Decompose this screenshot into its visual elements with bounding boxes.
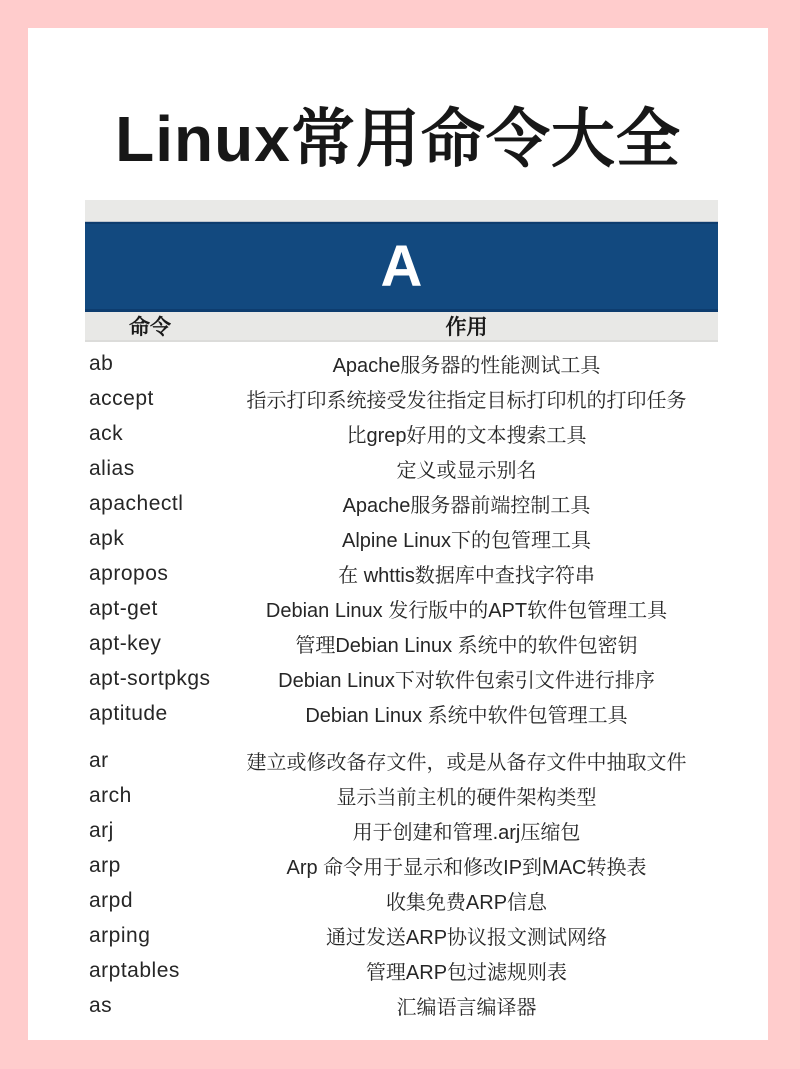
table-row (85, 346, 718, 381)
description-cell: Debian Linux 发行版中的APT软件包管理工具 (265, 600, 668, 622)
description-cell: 管理ARP包过滤规则表 (365, 962, 568, 984)
description-cell: Debian Linux下对软件包索引文件进行排序 (278, 670, 655, 692)
table-row (85, 848, 718, 883)
description-cell: Apache服务器前端控制工具 (342, 495, 591, 517)
command-cell: arpd (89, 888, 134, 912)
command-cell: apt-key (89, 631, 162, 655)
table-row (85, 626, 718, 661)
table-row (85, 883, 718, 918)
table-row (85, 381, 718, 416)
column-header-purpose: 作用 (445, 316, 488, 339)
table-row (85, 486, 718, 521)
command-cell: apachectl (89, 491, 184, 515)
description-cell: 定义或显示别名 (396, 460, 537, 482)
description-cell: 在 whttis数据库中查找字符串 (338, 565, 595, 587)
command-cell: accept (89, 386, 154, 410)
table-row (85, 591, 718, 626)
command-cell: ab (89, 351, 114, 375)
description-cell: Debian Linux 系统中软件包管理工具 (305, 705, 628, 727)
table-row (85, 813, 718, 848)
command-cell: aptitude (89, 701, 168, 725)
description-cell: 汇编语言编译器 (396, 997, 537, 1019)
description-cell: 比grep好用的文本搜索工具 (346, 425, 587, 447)
table-row (85, 451, 718, 486)
description-cell: Arp 命令用于显示和修改IP到MAC转换表 (286, 857, 647, 879)
table-row (85, 953, 718, 988)
description-cell: 显示当前主机的硬件架构类型 (336, 787, 597, 809)
description-cell: 指示打印系统接受发往指定目标打印机的打印任务 (246, 390, 687, 412)
content-card (28, 28, 768, 1040)
description-cell: Apache服务器的性能测试工具 (332, 355, 601, 377)
table-row (85, 988, 718, 1023)
table-header-row (85, 312, 718, 342)
command-cell: arptables (89, 958, 180, 982)
command-cell: as (89, 993, 113, 1017)
command-cell: apk (89, 526, 125, 550)
table-row (85, 661, 718, 696)
table-body (85, 342, 718, 1023)
description-cell: Alpine Linux下的包管理工具 (342, 530, 591, 552)
command-cell: apt-sortpkgs (89, 666, 211, 690)
table-row (85, 743, 718, 778)
section-letter: A (380, 233, 423, 299)
command-cell: arping (89, 923, 151, 947)
description-cell: 收集免费ARP信息 (385, 892, 548, 914)
command-cell: ack (89, 421, 124, 445)
table-row (85, 778, 718, 813)
table-row (85, 416, 718, 451)
table-row (85, 521, 718, 556)
table-row (85, 696, 718, 731)
description-cell: 管理Debian Linux 系统中的软件包密钥 (295, 635, 638, 657)
command-cell: alias (89, 456, 135, 480)
section-letter-banner (85, 222, 718, 312)
commands-table (85, 200, 718, 1023)
table-top-strip (85, 200, 718, 222)
command-cell: arj (89, 818, 114, 842)
table-row (85, 918, 718, 953)
page-title: Linux常用命令大全 (115, 103, 681, 175)
description-cell: 用于创建和管理.arj压缩包 (352, 822, 581, 844)
command-cell: apropos (89, 561, 169, 585)
description-cell: 通过发送ARP协议报文测试网络 (325, 927, 608, 949)
command-cell: ar (89, 748, 109, 772)
command-cell: arp (89, 853, 121, 877)
table-row (85, 556, 718, 591)
column-header-command: 命令 (129, 316, 171, 339)
command-cell: arch (89, 783, 132, 807)
description-cell: 建立或修改备存文件，或是从备存文件中抽取文件 (246, 752, 687, 774)
command-cell: apt-get (89, 596, 158, 620)
